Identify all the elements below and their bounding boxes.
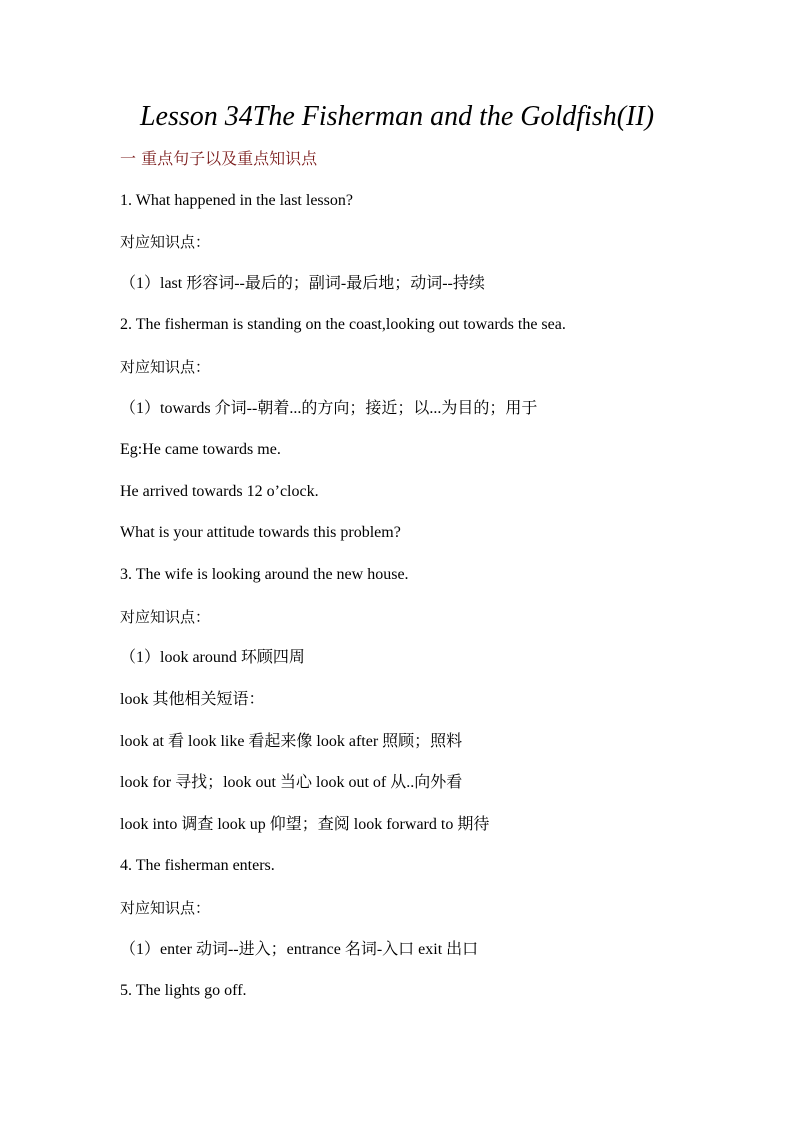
phrase-line: look for 寻找；look out 当心 look out of 从..向外看 bbox=[120, 774, 463, 791]
knowledge-label: 对应知识点： bbox=[120, 899, 211, 917]
page-title: Lesson 34The Fisherman and the Goldfish(II) bbox=[139, 101, 655, 132]
phrase-heading: look 其他相关短语： bbox=[120, 691, 265, 708]
sentence-4: 4. The fisherman enters. bbox=[120, 857, 275, 874]
phrase-line: look at 看 look like 看起来像 look after 照顾；照料 bbox=[120, 733, 463, 750]
sentence-2: 2. The fisherman is standing on the coast,looking out towards the sea. bbox=[120, 316, 566, 333]
knowledge-label: 对应知识点： bbox=[120, 358, 211, 376]
knowledge-point: （1）look around 环顾四周 bbox=[120, 649, 305, 666]
knowledge-point: （1）last 形容词--最后的；副词-最后地；动词--持续 bbox=[120, 275, 485, 292]
example-line: He arrived towards 12 o’clock. bbox=[120, 483, 319, 500]
example-line: Eg:He came towards me. bbox=[120, 441, 281, 458]
knowledge-point: （1）towards 介词--朝着...的方向；接近；以...为目的；用于 bbox=[120, 400, 538, 417]
section-heading: 一 重点句子以及重点知识点 bbox=[120, 149, 318, 168]
phrase-line: look into 调查 look up 仰望；查阅 look forward to 期待 bbox=[120, 816, 490, 833]
knowledge-label: 对应知识点： bbox=[120, 233, 211, 251]
knowledge-point: （1）enter 动词--进入；entrance 名词-入口 exit 出口 bbox=[120, 941, 479, 958]
sentence-5: 5. The lights go off. bbox=[120, 982, 247, 999]
sentence-1: 1. What happened in the last lesson? bbox=[120, 192, 353, 209]
knowledge-label: 对应知识点： bbox=[120, 608, 211, 626]
sentence-3: 3. The wife is looking around the new house. bbox=[120, 566, 409, 583]
example-line: What is your attitude towards this problem? bbox=[120, 524, 401, 541]
